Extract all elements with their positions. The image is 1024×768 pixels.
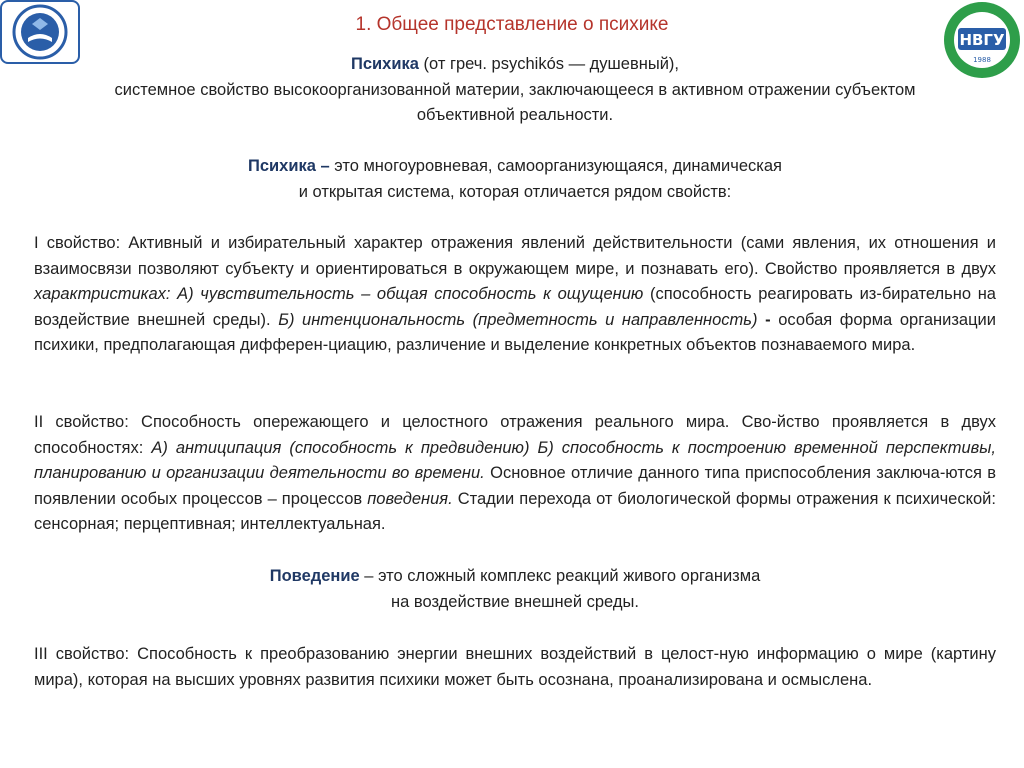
property1-text-b: (способность реагировать из-бирательно на воздействие внешней среды). bbox=[34, 285, 996, 329]
behavior-text-2: на воздействие внешней среды. bbox=[391, 592, 639, 611]
definition-psyche-2 bbox=[34, 154, 996, 205]
property1-italic-b: Б) интенциональность (предметность и направленность) bbox=[278, 310, 758, 329]
logo-year: 1988 bbox=[973, 56, 991, 64]
definition-behavior bbox=[34, 564, 996, 615]
property2-text-c: Стадии перехода от биологической формы отражения к психической: сенсорная; перцептивная; интеллектуальная. bbox=[34, 489, 996, 533]
property2-italic-b: поведения. bbox=[367, 489, 453, 508]
definition-psyche-1 bbox=[34, 52, 996, 129]
definition2-text-2: и открытая система, которая отличается рядом свойств: bbox=[298, 182, 732, 201]
etymology-text: (от греч. psychikós — душевный), bbox=[418, 55, 679, 73]
property1-text-c: особая форма организации психики, предполагающая дифферен-циацию, различение и выделение конкретных объектов познаваемого мира. bbox=[34, 310, 996, 354]
property-2-paragraph bbox=[34, 410, 996, 538]
property1-bold-dash: - bbox=[757, 310, 771, 329]
definition2-text-1: это многоуровневая, самоорганизующаяся, динамическая bbox=[329, 157, 782, 175]
definition-line-3: объективной реальности. bbox=[416, 106, 614, 124]
term-behavior: Поведение bbox=[269, 567, 360, 585]
term-psyche: Психика bbox=[351, 55, 419, 73]
property2-text-a: II свойство: Способность опережающего и целостного отражения реального мира. Сво-йство проявляется в двух способностях: bbox=[34, 413, 996, 457]
property-1-paragraph bbox=[34, 231, 996, 359]
property-3-paragraph bbox=[34, 642, 996, 693]
logo-text: НВГУ bbox=[959, 31, 1005, 49]
property2-italic-a: А) антиципация (способность к предвидению) Б) способность к построению временной перспективы, планированию и организации деятельности во времени. bbox=[34, 438, 997, 482]
page-title: 1. Общее представление о психике bbox=[355, 14, 669, 35]
property1-italic-a: характристиках: А) чувствительность – общая способность к ощущению bbox=[34, 285, 644, 303]
behavior-text-1: – это сложный комплекс реакций живого организма bbox=[359, 567, 761, 585]
property1-text-a: I свойство: Активный и избирательный характер отражения явлений действительности (сами явления, их отношения и взаимосвязи позволяют субъекту и ориентироваться в окружающем мире, и познавать его). Свойство проявляется в двух bbox=[34, 234, 996, 278]
property2-text-b: Основное отличие данного типа приспособления заключа-ются в появлении особых процессов – процессов bbox=[34, 464, 996, 508]
property3-text: III свойство: Способность к преобразованию энергии внешних воздействий в целост-ную информацию о мире (картину мира), которая на высших уровнях развития психики может быть осознана, проанализирована и осмыслена. bbox=[34, 645, 996, 689]
definition-line-2: системное свойство высокоорганизованной материи, заключающееся в активном отражении субъектом bbox=[114, 80, 916, 99]
term-psyche-2: Психика – bbox=[247, 157, 330, 175]
